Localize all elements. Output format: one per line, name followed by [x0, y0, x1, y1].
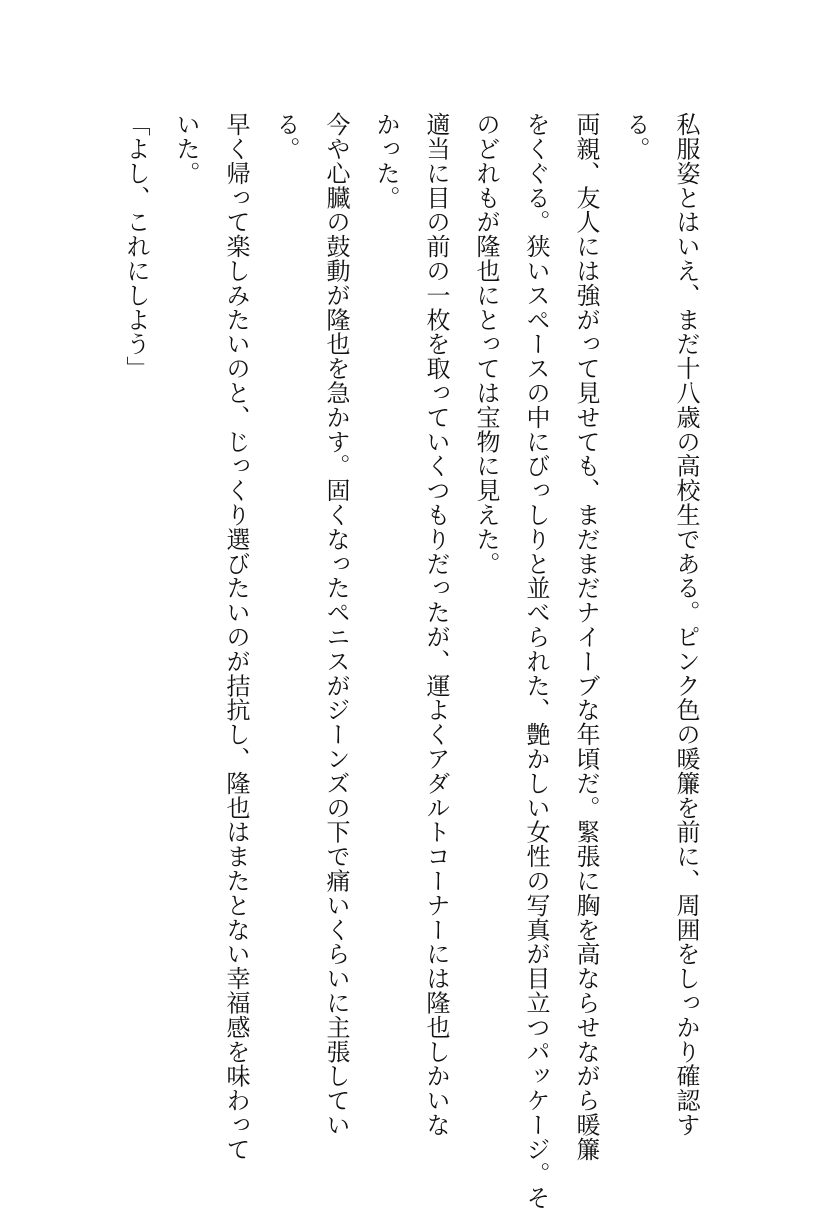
vertical-text-body [111, 112, 711, 1210]
text-line-10: 早く帰って楽しみたいのと、じっくり選びたいのが拮抗し、隆也はまたとない幸福感を味わって [222, 112, 250, 1162]
text-line-6: 適当に目の前の一枚を取っていくつもりだったが、運よくアダルトコーナーには隆也しかいな [422, 112, 450, 1137]
text-line-3: 両親、友人には強がって見せても、まだまだナイーブな年頃だ。緊張に胸を高ならせながら暖簾 [572, 112, 600, 1162]
text-line-7: かった。 [372, 112, 400, 210]
text-line-2: る。 [622, 112, 650, 161]
text-line-1: 私服姿とはいえ、まだ十八歳の高校生である。ピンク色の暖簾を前に、周囲をしっかり確認す [672, 112, 700, 1137]
text-line-8: 今や心臓の鼓動が隆也を急かす。固くなったペニスがジーンズの下で痛いくらいに主張してい [322, 112, 350, 1137]
text-line-11: いた。 [172, 112, 200, 186]
text-line-12: 「よし、これにしよう」 [122, 112, 150, 381]
text-line-4: をくぐる。狭いスペースの中にびっしりと並べられた、艶かしい女性の写真が目立つパッケージ。そ [522, 112, 550, 1210]
text-line-5: のどれもが隆也にとっては宝物に見えた。 [472, 112, 500, 576]
text-line-9: る。 [272, 112, 300, 161]
